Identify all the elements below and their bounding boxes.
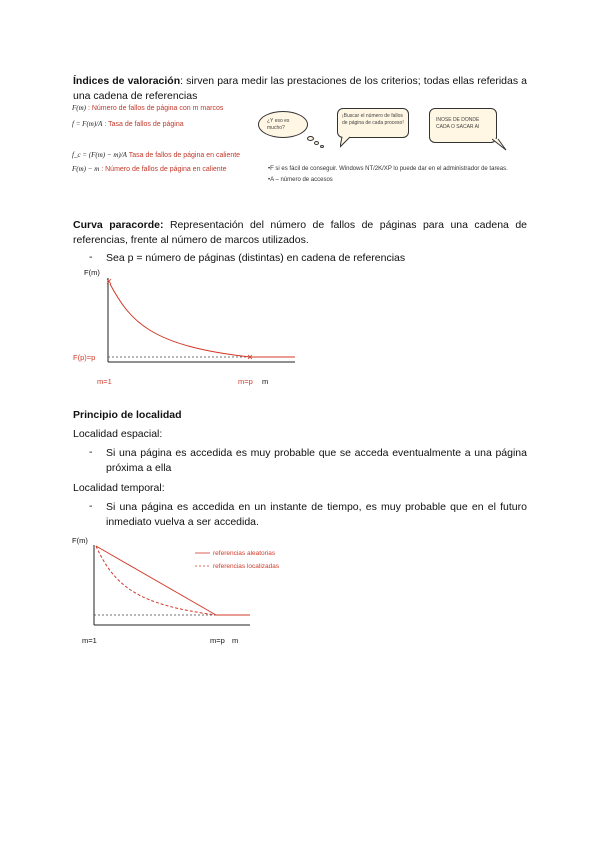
temporal-title: Localidad temporal:: [73, 482, 165, 494]
thought-dot: [314, 141, 319, 145]
formula-row: [72, 151, 240, 159]
formula-desc: : Número de fallos de página en caliente: [101, 166, 227, 173]
bubble-tail: [340, 136, 354, 148]
thought-bubble-text: ¿Y eso es mucho?: [267, 118, 290, 131]
thought-dot: [320, 145, 324, 148]
chart1-curve: [110, 284, 295, 357]
bullet-dash: -: [89, 251, 93, 263]
intro-text: : sirven para medir las prestaciones de los criterios; todas ellas referidas a una cadena de referencias: [73, 75, 527, 102]
formula-row: [72, 165, 227, 173]
formula-math: F(m) − m: [72, 165, 100, 173]
paracorde-chart: [70, 266, 310, 390]
chart1-level-label: F(p)=p: [73, 353, 96, 362]
intro-term: Índices de valoración: [73, 75, 181, 87]
chart2-x-start: m=1: [82, 636, 97, 645]
chart2-legend-random: referencias aleatorias: [213, 550, 276, 557]
bullet-dash: -: [89, 446, 93, 458]
chart1-x-axis-label: m: [262, 377, 269, 386]
bubble-tail: [492, 138, 508, 152]
localidad-title: Principio de localidad: [73, 409, 182, 421]
chart2-random-line: [96, 546, 216, 615]
chart2-x-axis-label: m: [232, 636, 239, 645]
formula-desc: : Número de fallos de página con m marcos: [87, 105, 224, 112]
chart2-y-label: F(m): [72, 536, 88, 545]
speech-bubble-text: ¡Buscar el número de fallos de página de cada proceso!: [342, 113, 404, 126]
chart2-legend-local: referencias localizadas: [213, 563, 280, 570]
formula-math: F(m): [72, 104, 86, 112]
intro-paragraph: [73, 74, 527, 104]
note-line: •F si es fácil de conseguir. Windows NT/2K/XP lo puede dar en el administrador de tareas.: [268, 166, 508, 172]
formula-row: [72, 104, 223, 112]
thought-bubble: [258, 111, 308, 138]
formula-desc: : Tasa de fallos de página: [104, 121, 184, 128]
paracorde-text: Representación del número de fallos de páginas para una cadena de referencias, frente al número de marcos utilizados.: [73, 219, 528, 246]
formula-row: [72, 120, 184, 128]
formula-desc: Tasa de fallos de página en caliente: [128, 152, 241, 159]
chart1-x-end: m=p: [238, 377, 253, 386]
speech-bubble: [337, 108, 409, 138]
localidad-chart: [70, 533, 350, 651]
espacial-bullet: Si una página es accedida es muy probable que se acceda eventualmente a una página próxima a ella: [106, 447, 527, 474]
bullet-dash: -: [89, 500, 93, 512]
speech-bubble-right: [429, 108, 497, 143]
chart1-x-start: m=1: [97, 377, 112, 386]
espacial-title: Localidad espacial:: [73, 428, 163, 440]
formula-math: f_c = (F(m) − m)/A: [72, 151, 127, 159]
speech-bubble-right-text: INOSE DE DONDE CADA O SACAR AI: [436, 117, 480, 130]
paracorde-paragraph: [73, 218, 527, 248]
chart1-y-label: F(m): [84, 268, 100, 277]
formula-math: f = F(m)/A: [72, 120, 103, 128]
chart2-x-end: m=p: [210, 636, 225, 645]
paracorde-bullet: Sea p = número de páginas (distintas) en cadena de referencias: [106, 252, 406, 264]
note-line: •A – número de accesos: [268, 177, 333, 183]
thought-dot: [307, 136, 314, 141]
paracorde-term: Curva paracorde:: [73, 219, 164, 231]
temporal-bullet: Si una página es accedida en un instante de tiempo, es muy probable que en el futuro inmediato vuelva a ser accedida.: [106, 501, 527, 528]
